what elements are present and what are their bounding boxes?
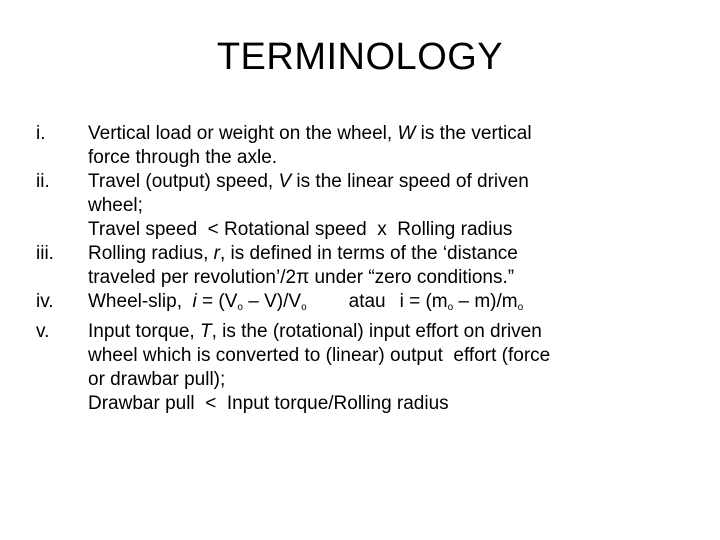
text-line: wheel which is converted to (linear) output effort (force bbox=[88, 345, 551, 366]
variable: r bbox=[213, 243, 220, 264]
text-segment: – m)/m bbox=[453, 291, 518, 312]
text-segment: , is defined in terms of the ‘distance bbox=[220, 243, 518, 264]
text-segment: Vertical load or weight on the wheel, bbox=[88, 123, 398, 144]
wheel-slip-formula bbox=[88, 290, 696, 320]
text-segment: i = (m bbox=[399, 291, 448, 312]
list-item bbox=[36, 290, 696, 320]
variable: i bbox=[192, 291, 197, 312]
subscript: o bbox=[301, 302, 307, 313]
subscript: o bbox=[447, 302, 454, 313]
list-item bbox=[36, 122, 696, 170]
variable: T bbox=[199, 321, 212, 342]
list-item bbox=[36, 320, 696, 416]
variable: W bbox=[397, 123, 416, 144]
text-line bbox=[88, 320, 696, 344]
list-item-text bbox=[88, 290, 696, 320]
text-line bbox=[88, 170, 696, 194]
text-line: force through the axle. bbox=[88, 147, 278, 168]
text-line: or drawbar pull); bbox=[88, 369, 226, 390]
text-line bbox=[88, 122, 696, 146]
text-line bbox=[88, 242, 696, 266]
list-marker: iv. bbox=[36, 291, 54, 312]
subscript: o bbox=[237, 302, 243, 313]
text-segment: – V)/V bbox=[242, 291, 302, 312]
text-line: traveled per revolution’/2π under “zero conditions.” bbox=[88, 267, 515, 288]
list-marker: ii. bbox=[36, 171, 50, 192]
terminology-list bbox=[36, 122, 696, 416]
text-segment: is the linear speed of driven bbox=[291, 171, 529, 192]
text-segment: Travel (output) speed, bbox=[88, 171, 279, 192]
text-line: wheel; bbox=[88, 195, 143, 216]
list-marker: v. bbox=[36, 321, 50, 342]
list-item bbox=[36, 170, 696, 242]
text-segment: is the vertical bbox=[415, 123, 532, 144]
text-segment: Wheel-slip, bbox=[88, 291, 193, 312]
subscript: o bbox=[517, 302, 524, 313]
list-item-text bbox=[88, 122, 696, 170]
list-marker: i. bbox=[36, 123, 46, 144]
text-segment: = (V bbox=[196, 291, 238, 312]
variable: V bbox=[278, 171, 292, 192]
text-line: Travel speed < Rotational speed x Rolling radius bbox=[88, 219, 513, 240]
list-item bbox=[36, 242, 696, 290]
text-segment: atau bbox=[348, 291, 386, 312]
text-segment: Input torque, bbox=[88, 321, 200, 342]
text-segment: , is the (rotational) input effort on driven bbox=[211, 321, 542, 342]
text-line: Drawbar pull < Input torque/Rolling radius bbox=[88, 393, 449, 414]
list-item-text bbox=[88, 242, 696, 290]
list-marker: iii. bbox=[36, 243, 54, 264]
list-item-text bbox=[88, 320, 696, 416]
text-segment: Rolling radius, bbox=[88, 243, 214, 264]
slide-title: TERMINOLOGY bbox=[216, 36, 504, 78]
list-item-text bbox=[88, 170, 696, 242]
